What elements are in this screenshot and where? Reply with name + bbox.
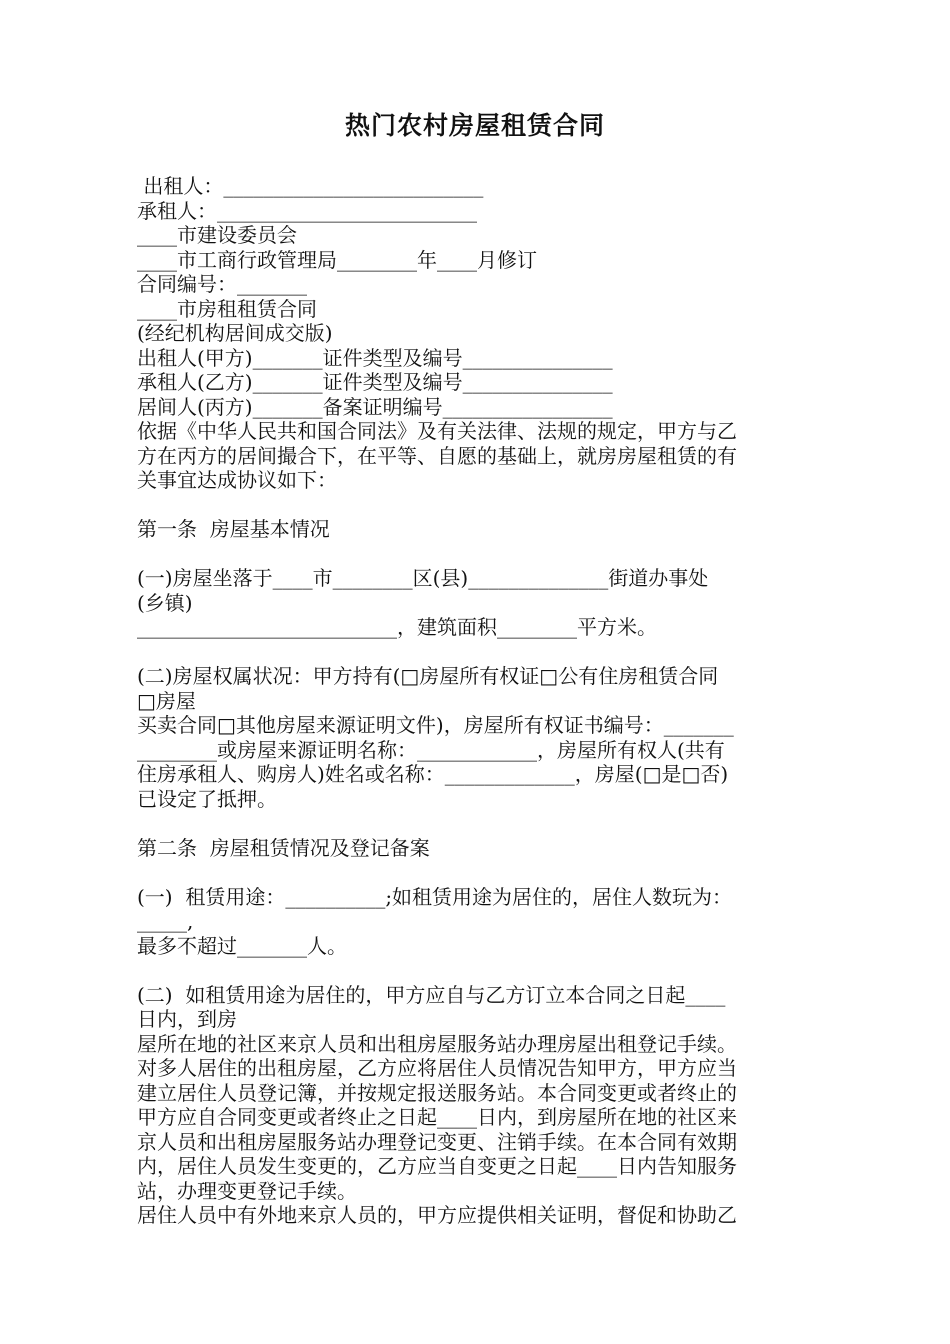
text-line: 关事宜达成协议如下：: [137, 468, 337, 492]
text-line: _____,: [137, 909, 194, 933]
paragraph-gap: [137, 493, 815, 518]
text-line: ____市工商行政管理局________年____月修订: [137, 247, 537, 272]
text-line: 站，办理变更登记手续。: [137, 1178, 357, 1203]
paragraph-gap: [137, 542, 815, 567]
text-line: 第一条 房屋基本情况: [137, 517, 330, 541]
document-title: 热门农村房屋租赁合同: [344, 111, 605, 140]
text-line: 最多不超过_______人。: [137, 933, 347, 958]
text-line: 建立居住人员登记簿，并按规定报送服务站。本合同变更或者终止的: [137, 1080, 737, 1105]
paragraph-gap: [137, 640, 815, 665]
paragraph-gap: [137, 811, 815, 836]
text-line: ________或房屋来源证明名称：____________，房屋所有权人(共有: [137, 737, 725, 762]
text-line: (二)房屋权属状况：甲方持有(□房屋所有权证□公有住房租赁合同: [137, 664, 719, 688]
text-line: 内，居住人员发生变更的，乙方应当自变更之日起____日内告知服务: [137, 1154, 737, 1178]
text-line: □房屋: [137, 688, 196, 713]
text-line: 出租人(甲方)_______证件类型及编号_______________: [137, 345, 613, 370]
text-line: 住房承租人、购房人)姓名或名称：_____________，房屋(□是□否): [137, 762, 729, 786]
text-line: 依据《中华人民共和国合同法》及有关法律、法规的规定，甲方与乙: [137, 419, 737, 443]
text-line: 日内，到房: [137, 1007, 237, 1031]
text-line: 第二条 房屋租赁情况及登记备案: [137, 835, 430, 860]
text-line: 对多人居住的出租房屋，乙方应将居住人员情况告知甲方，甲方应当: [137, 1056, 737, 1080]
text-line: (二) 如租赁用途为居住的，甲方应自与乙方订立本合同之日起____: [137, 982, 726, 1007]
text-line: 合同编号：_______: [137, 272, 307, 296]
text-line: (乡镇): [137, 590, 193, 615]
paragraph-gap: [137, 860, 815, 885]
text-line: 承租人(乙方)_______证件类型及编号_______________: [137, 370, 613, 394]
text-line: 出租人：__________________________: [137, 174, 484, 198]
text-line: __________________________，建筑面积________平方米。: [137, 615, 657, 639]
contract-body: [137, 174, 815, 1228]
text-line: 居间人(丙方)_______备案证明编号_________________: [137, 394, 613, 419]
text-line: ____市建设委员会: [137, 223, 297, 247]
text-line: (经纪机构居间成交版): [137, 321, 333, 345]
text-line: 屋所在地的社区来京人员和出租房屋服务站办理房屋出租登记手续。: [137, 1031, 737, 1056]
text-line: 已设定了抵押。: [137, 786, 277, 811]
text-line: (一) 租赁用途：__________;如租赁用途为居住的，居住人数玩为：: [137, 884, 733, 909]
text-line: 居住人员中有外地来京人员的，甲方应提供相关证明，督促和协助乙: [137, 1203, 737, 1227]
text-line: ____市房租租赁合同: [137, 296, 317, 321]
paragraph-gap: [137, 958, 815, 983]
text-line: 承租人：__________________________: [137, 198, 477, 223]
text-line: 甲方应自合同变更或者终止之日起____日内，到房屋所在地的社区来: [137, 1105, 737, 1129]
text-line: 方在丙方的居间撮合下，在平等、自愿的基础上，就房房屋租赁的有: [137, 443, 737, 468]
text-line: 京人员和出租房屋服务站办理登记变更、注销手续。在本合同有效期: [137, 1129, 737, 1154]
text-line: 买卖合同□其他房屋来源证明文件)，房屋所有权证书编号：_______: [137, 713, 734, 737]
text-line: (一)房屋坐落于____市________区(县)______________街道办事处: [137, 566, 709, 590]
